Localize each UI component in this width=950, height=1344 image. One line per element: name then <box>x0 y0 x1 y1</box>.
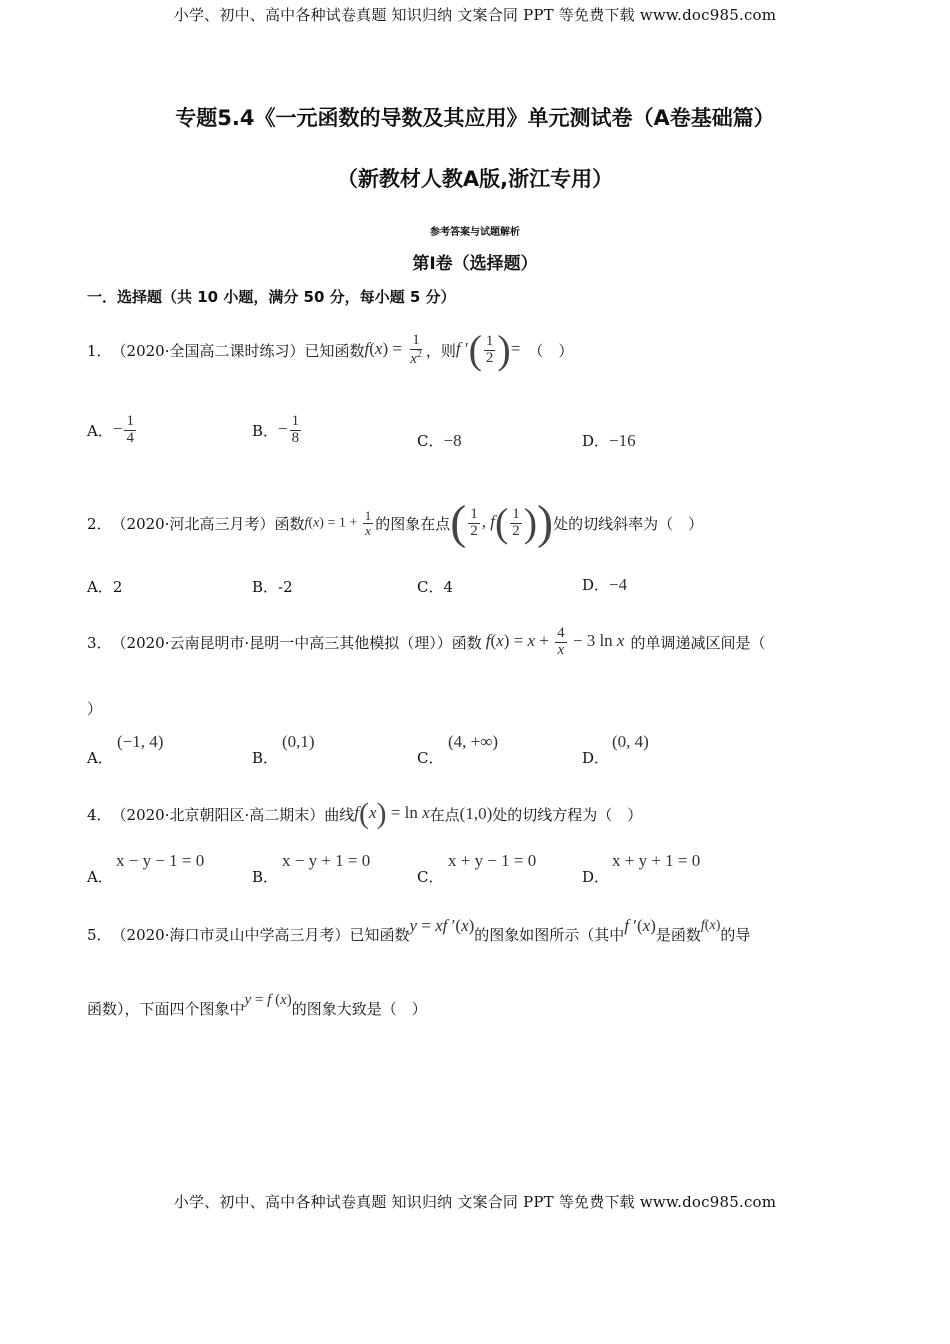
q1-function-formula: f(x) = $\frac{1}{x^2}$ <box>364 331 422 367</box>
q3-function-formula: f(x) = x + $\frac{4}{x}$ − 3 ln x <box>485 624 625 658</box>
question-3 <box>87 612 765 672</box>
answer-note: 参考答案与试题解析 <box>430 227 520 238</box>
q3-number: 3． <box>87 633 112 652</box>
q1-answer-blank: （ ） <box>528 341 574 360</box>
q3-option-c-label: C． <box>417 749 444 767</box>
question-2 <box>87 495 703 551</box>
q2-option-c <box>417 576 453 597</box>
q4-text: （2020·北京朝阳区·高二期末）曲线 <box>111 805 355 824</box>
q3-option-d <box>612 732 649 752</box>
q1-number: 1． <box>87 341 112 360</box>
q3-text-tail: 的单调递减区间是（ <box>630 633 766 652</box>
q1-derivative-formula: f ′( $\frac{1}{2}$ )= <box>455 327 521 372</box>
q5-derivative-formula: f ′(x) <box>624 916 656 935</box>
question-1 <box>87 325 573 375</box>
q3-option-d-label: D． <box>582 749 610 767</box>
q1-option-a <box>87 405 138 455</box>
q1-text-mid: ，则 <box>425 341 456 360</box>
q2-option-a <box>87 576 122 597</box>
q1-option-b-den: 8 <box>291 429 300 446</box>
section-title: 一．选择题（共 10 小题，满分 50 分，每小题 5 分） <box>87 288 456 306</box>
q1-option-c <box>417 430 462 451</box>
q1-option-d <box>582 430 636 451</box>
q1-option-b-value <box>278 414 303 447</box>
q1-option-b-label: B． <box>252 421 279 440</box>
q3-option-a-label: A． <box>87 749 113 767</box>
q2-number: 2． <box>87 514 112 533</box>
q1-option-a-den: 4 <box>126 429 134 446</box>
q2-option-b-label: B． <box>252 578 279 596</box>
q5-text-tail: 的导 <box>720 925 751 944</box>
q2-option-b-value: -2 <box>278 578 293 596</box>
q2-text: （2020·河北高三月考）函数 <box>111 514 305 533</box>
q2-option-a-value: 2 <box>112 578 123 596</box>
q1-option-b-sign: − <box>278 418 288 438</box>
question-4 <box>87 792 642 836</box>
doc-title-line1: 专题5.4《一元函数的导数及其应用》单元测试卷（A卷基础篇） <box>175 106 775 130</box>
q1-option-a-sign: − <box>112 418 123 438</box>
q4-option-c-label: C． <box>417 868 444 886</box>
q4-option-a-label: A． <box>87 868 113 886</box>
q3-option-c <box>448 732 498 752</box>
q3-text-tail2: ） <box>87 700 103 718</box>
q3-option-b <box>282 732 315 752</box>
q5-fx-formula: f(x) <box>700 918 721 933</box>
q3-option-a-value: (−1, 4) <box>117 732 164 751</box>
doc-title-line2: （新教材人教A版,浙江专用） <box>336 167 614 191</box>
q1-option-d-value: −16 <box>609 431 636 450</box>
q5-text-mid2: 是函数 <box>655 925 701 944</box>
q2-option-d <box>582 574 627 595</box>
q1-text: （2020·全国高二课时练习）已知函数 <box>111 341 365 360</box>
q1-option-c-label: C． <box>417 432 444 450</box>
q1-option-a-num: 1 <box>126 412 134 429</box>
q1-option-a-label: A． <box>87 421 113 440</box>
q4-option-a-value: x − y − 1 = 0 <box>116 851 205 870</box>
q2-option-d-value: −4 <box>609 575 628 594</box>
q4-option-c-value: x + y − 1 = 0 <box>448 851 537 870</box>
q1-option-d-label: D． <box>582 432 610 450</box>
part-title: 第Ⅰ卷（选择题） <box>412 254 538 274</box>
q3-option-b-label: B． <box>252 749 279 767</box>
page-footer: 小学、初中、高中各种试卷真题 知识归纳 文案合同 PPT 等免费下载 www.doc985.com <box>173 1193 777 1211</box>
q4-option-b-label: B． <box>252 868 279 886</box>
q4-option-d-label: D． <box>582 868 610 886</box>
q2-text-tail: 处的切线斜率为（ ） <box>553 514 704 533</box>
q2-option-c-label: C． <box>417 578 444 596</box>
q3-option-c-value: (4, +∞) <box>448 732 499 751</box>
q2-option-a-label: A． <box>87 578 113 596</box>
q2-text-mid: 的图象在点 <box>375 514 451 533</box>
q3-text: （2020·云南昆明市·昆明一中高三其他模拟（理））函数 <box>111 633 482 652</box>
q4-function-formula: f(x) = ln x <box>354 797 430 830</box>
q4-option-b-value: x − y + 1 = 0 <box>282 851 371 870</box>
page-header: 小学、初中、高中各种试卷真题 知识归纳 文案合同 PPT 等免费下载 www.doc985.com <box>173 6 777 24</box>
q5-text-mid1: 的图象如图所示（其中 <box>474 925 625 944</box>
q1-option-b <box>252 405 303 455</box>
q3-option-d-value: (0, 4) <box>612 732 649 751</box>
q2-option-d-label: D． <box>582 576 610 594</box>
q2-option-b <box>252 576 293 597</box>
q4-number: 4． <box>87 805 112 824</box>
q4-option-d-value: x + y + 1 = 0 <box>612 851 701 870</box>
q2-option-c-value: 4 <box>443 578 454 596</box>
q5-line2-a: 函数），下面四个图象中 <box>87 999 245 1018</box>
q4-point-value: (1,0) <box>459 804 493 823</box>
q4-text-mid: 在点 <box>429 805 460 824</box>
q5-line2-b: 的图象大致是（ ） <box>291 999 427 1018</box>
q3-option-b-value: (0,1) <box>282 732 315 751</box>
q2-function-formula: f(x) = 1 + $\frac{1}{x}$ <box>304 507 372 538</box>
question-5 <box>87 912 750 956</box>
q1-option-c-value: −8 <box>443 431 462 450</box>
q5-number: 5． <box>87 925 112 944</box>
question-5-line2 <box>87 986 427 1030</box>
q4-text-tail: 处的切线方程为（ ） <box>492 805 643 824</box>
q1-option-a-value <box>113 414 138 447</box>
q5-text: （2020·海口市灵山中学高三月考）已知函数 <box>111 925 410 944</box>
q5-function-formula: y = xf ′(x) <box>409 916 475 935</box>
q2-point-formula: ( $\frac{1}{2}$ , f( $\frac{1}{2}$ )) <box>450 496 554 549</box>
q1-option-b-num: 1 <box>291 412 300 429</box>
q5-yfx-formula: y = f (x) <box>244 991 292 1008</box>
